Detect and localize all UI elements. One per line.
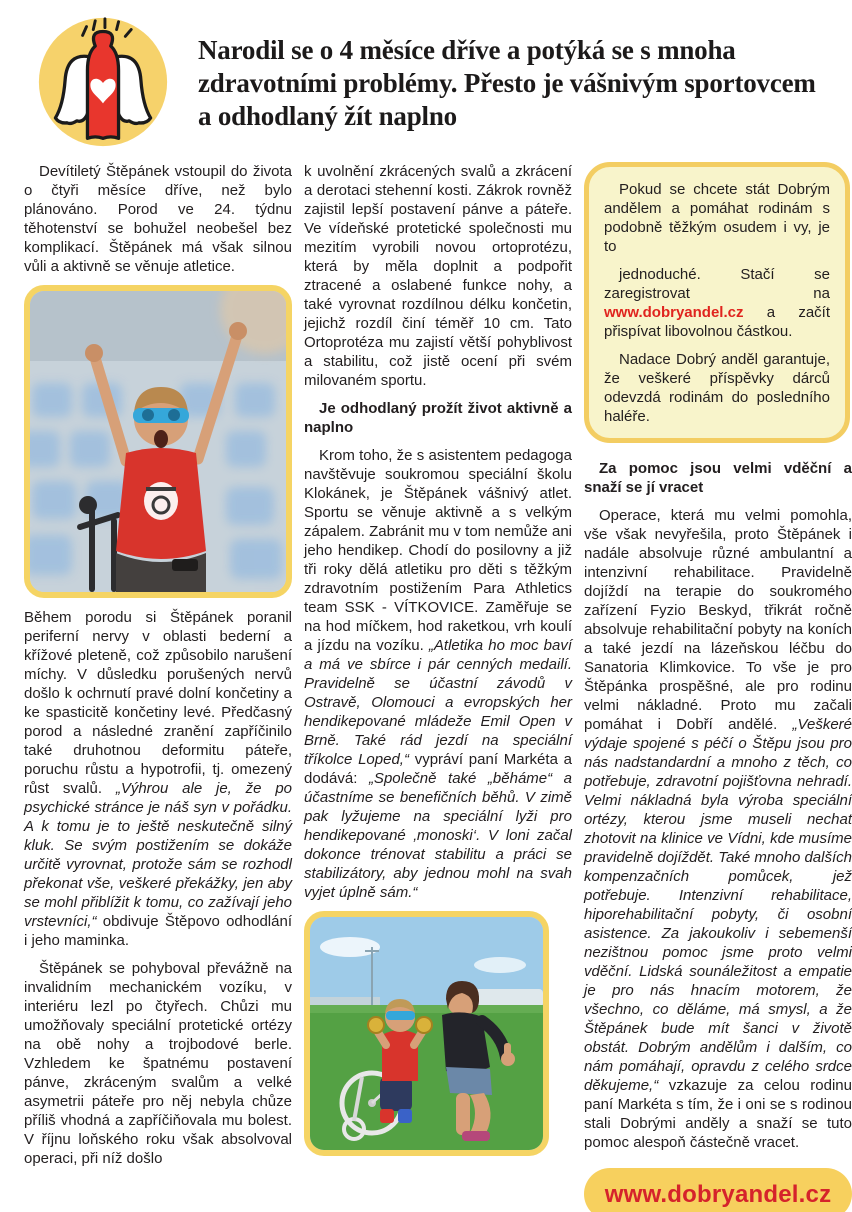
article-body bbox=[0, 150, 852, 1212]
paragraph: Pokud se chcete stát Dobrým andělem a pomáhat rodinám s podobně těžkým osudem i vy, je to bbox=[604, 181, 830, 255]
column-1 bbox=[24, 162, 292, 1212]
paragraph: Nadace Dobrý anděl garantuje, že veškeré příspěvky dárců odevzdá rodinám do posledního haléře. bbox=[604, 351, 830, 425]
column-3 bbox=[584, 162, 852, 1212]
photo-stepanek-medals bbox=[304, 911, 549, 1156]
column-2 bbox=[304, 162, 572, 1212]
paragraph: Během porodu si Štěpánek poranil periferní nervy v oblasti bederní a křížové pleteně, což způsobilo narušení míchy. V důsledku porušených nervů došlo k ochrnutí pravé dolní končetiny a ke spasticitě končetiny levé. Předčasný porod a následné zranění zapříčinilo také druhotnou deformitu páteře, poruchu růstu a hypotrofii, tj. omezený růst svalů. „Výhrou ale je, že po psychické stránce je náš syn v pořádku. A k tomu je to ještě neskutečně silný kluk. Se svým postižením se dokáže určitě vyrovnat, protože sám se rozhodl překonat vše, veškeré překážky, jen aby se mohl přiblížit k tomu, co zažívají jeho vrstevníci,“ obdivuje Štěpovo odhodlání i jeho maminka. bbox=[24, 609, 292, 949]
page-title: Narodil se o 4 měsíce dříve a potýká se s mnoha zdravotními problémy. Přesto je vášnivým sportovcem a odhodlaný žít naplno bbox=[198, 35, 816, 132]
paragraph: Devítiletý Štěpánek vstoupil do života o čtyři měsíce dříve, než bylo plánováno. Porod ve 24. týdnu těhotenství se bohužel neobešel bez komplikací. Štěpánek má však silnou vůli a aktivně se věnuje atletice. bbox=[24, 163, 292, 275]
page-header bbox=[0, 0, 852, 150]
field-photo-illustration bbox=[310, 917, 543, 1150]
photo-stepanek-cheering bbox=[24, 285, 292, 598]
section-heading: Za pomoc jsou velmi vděční a snaží se jí vracet bbox=[584, 460, 852, 496]
paragraph: Krom toho, že s asistentem pedagoga navštěvuje soukromou speciální školu Klokánek, je Štěpánek vášnivý atlet. Sportu se věnuje aktivně a s velkým zápalem. Zabránit mu v tom nemůže ani jeho hendikep. Chodí do posilovny a již tři roky dělá atletiku pro děti s těžkým zdravotním postižením Para Athletics team SSK - VÍTKOVICE. Zaměřuje se na hod míčkem, hod raketkou, vrh koulí a jízdu na vozíku. „Atletika ho moc baví a má ve sbírce i pár cenných medailí. Pravidelně se účastní závodů v Ostravě, Olomouci a evropských her hendikepované mládeže Emil Open v Brně. Také rád jezdí na speciální tříkolce Loped,“ vypráví paní Markéta a dodává: „Společně také „běháme“ a účastníme se benefičních běhů. V zimě pak lyžujeme na speciální lyži pro hendikepované ‚monoski‘. V loni začal dokonce trénovat stabilitu a práci se stabilizátory, aby jednou mohl na svah vyjet úplně sám.“ bbox=[304, 447, 573, 901]
dobryandel-cta-button[interactable]: www.dobryandel.cz bbox=[584, 1168, 852, 1212]
dobry-andel-logo bbox=[34, 14, 172, 150]
angel-logo-icon bbox=[34, 14, 172, 150]
paragraph: k uvolnění zkrácených svalů a zkrácení a derotaci stehenní kosti. Zákrok rovněž zajistil lepší postavení pánve a páteře. Ve vídeňské protetické společnosti mu mezitím vyrobili novou ortoprotézu, která by měla doplnit a podpořit ztracené a oslabené funkce nohy, a také vyrovnat rozdílnou délku končetin, jejichž rozdíl činí téměř 10 cm. Tato Ortoprotéza mu zajistí větší pohyblivost a stabilitu, což jistě ocení při svém milovaném sportu. bbox=[304, 163, 572, 389]
paragraph: Štěpánek se pohyboval převážně na invalidním mechanickém vozíku, v interiéru lezl po čtyřech. Chůzi mu umožňovaly speciální protetické ortézy na obě nohy a trojbodové berle. Vzhledem ke špatnému postavení pánve, zkráceným svalům a velké asymetrii páteře pro něj nebyla chůze příliš vhodná a zapříčiňovala mu bolest. V říjnu loňského roku však absolvoval operaci, při níž došlo bbox=[24, 960, 292, 1167]
paragraph: Operace, která mu velmi pomohla, vše však nevyřešila, proto Štěpánek i nadále absolvuje různé ambulantní a intenzivní rehabilitace. Pravidelně dojíždí na terapie do soukromého zařízení Fyzio Beskyd, třikrát ročně absolvuje rehabilitační pobyty na koních a také jezdí na lázeňskou léčbu do Sanatoria Klimkovice. To vše je pro Štěpánka prospěšné, ale pro rodinu velmi nákladné. Proto mu začali pomáhat i Dobří andělé. „Veškeré výdaje spojené s péčí o Štěpu jsou pro nás nadstandardní a mnoho z těch, co potřebuje, zdravotní pojišťovna nehradí. Velmi nákladná byla výroba speciální ortézy, kterou jsme museli nechat zhotovit na klinice ve Vídni, kde musíme pravidelně dojíždět. Také mnoho dalších kompenzačních pomůcek, jež potřebuje. Intenzivní rehabilitace, hiporehabilitační pobyty, či osobní asistence. Za jakoukoliv i sebemenší nezištnou pomoc jsme proto velmi vděční. Lidská sounáležitost a empatie je pro nás hnacím motorem, že všechno, co děláme, má smysl, a že Štěpánek bude mít šanci v životě obstát. Dobrým andělům i dalším, co nám pomáhají, opravdu z celého srdce děkujeme,“ vzkazuje za celou rodinu paní Markéta s tím, že i oni se s rodinou stali Dobrými anděly a snaží se tuto pomoc alespoň částečně vracet. bbox=[584, 507, 852, 1151]
section-heading: Je odhodlaný prožít život aktivně a naplno bbox=[304, 400, 572, 436]
stadium-photo-illustration bbox=[30, 291, 286, 592]
dobryandel-link[interactable]: www.dobryandel.cz bbox=[604, 304, 744, 321]
paragraph: jednoduché. Stačí se zaregistrovat na www.dobryandel.cz a začít přispívat libovolnou částkou. bbox=[604, 266, 830, 340]
donation-info-box bbox=[584, 162, 850, 443]
